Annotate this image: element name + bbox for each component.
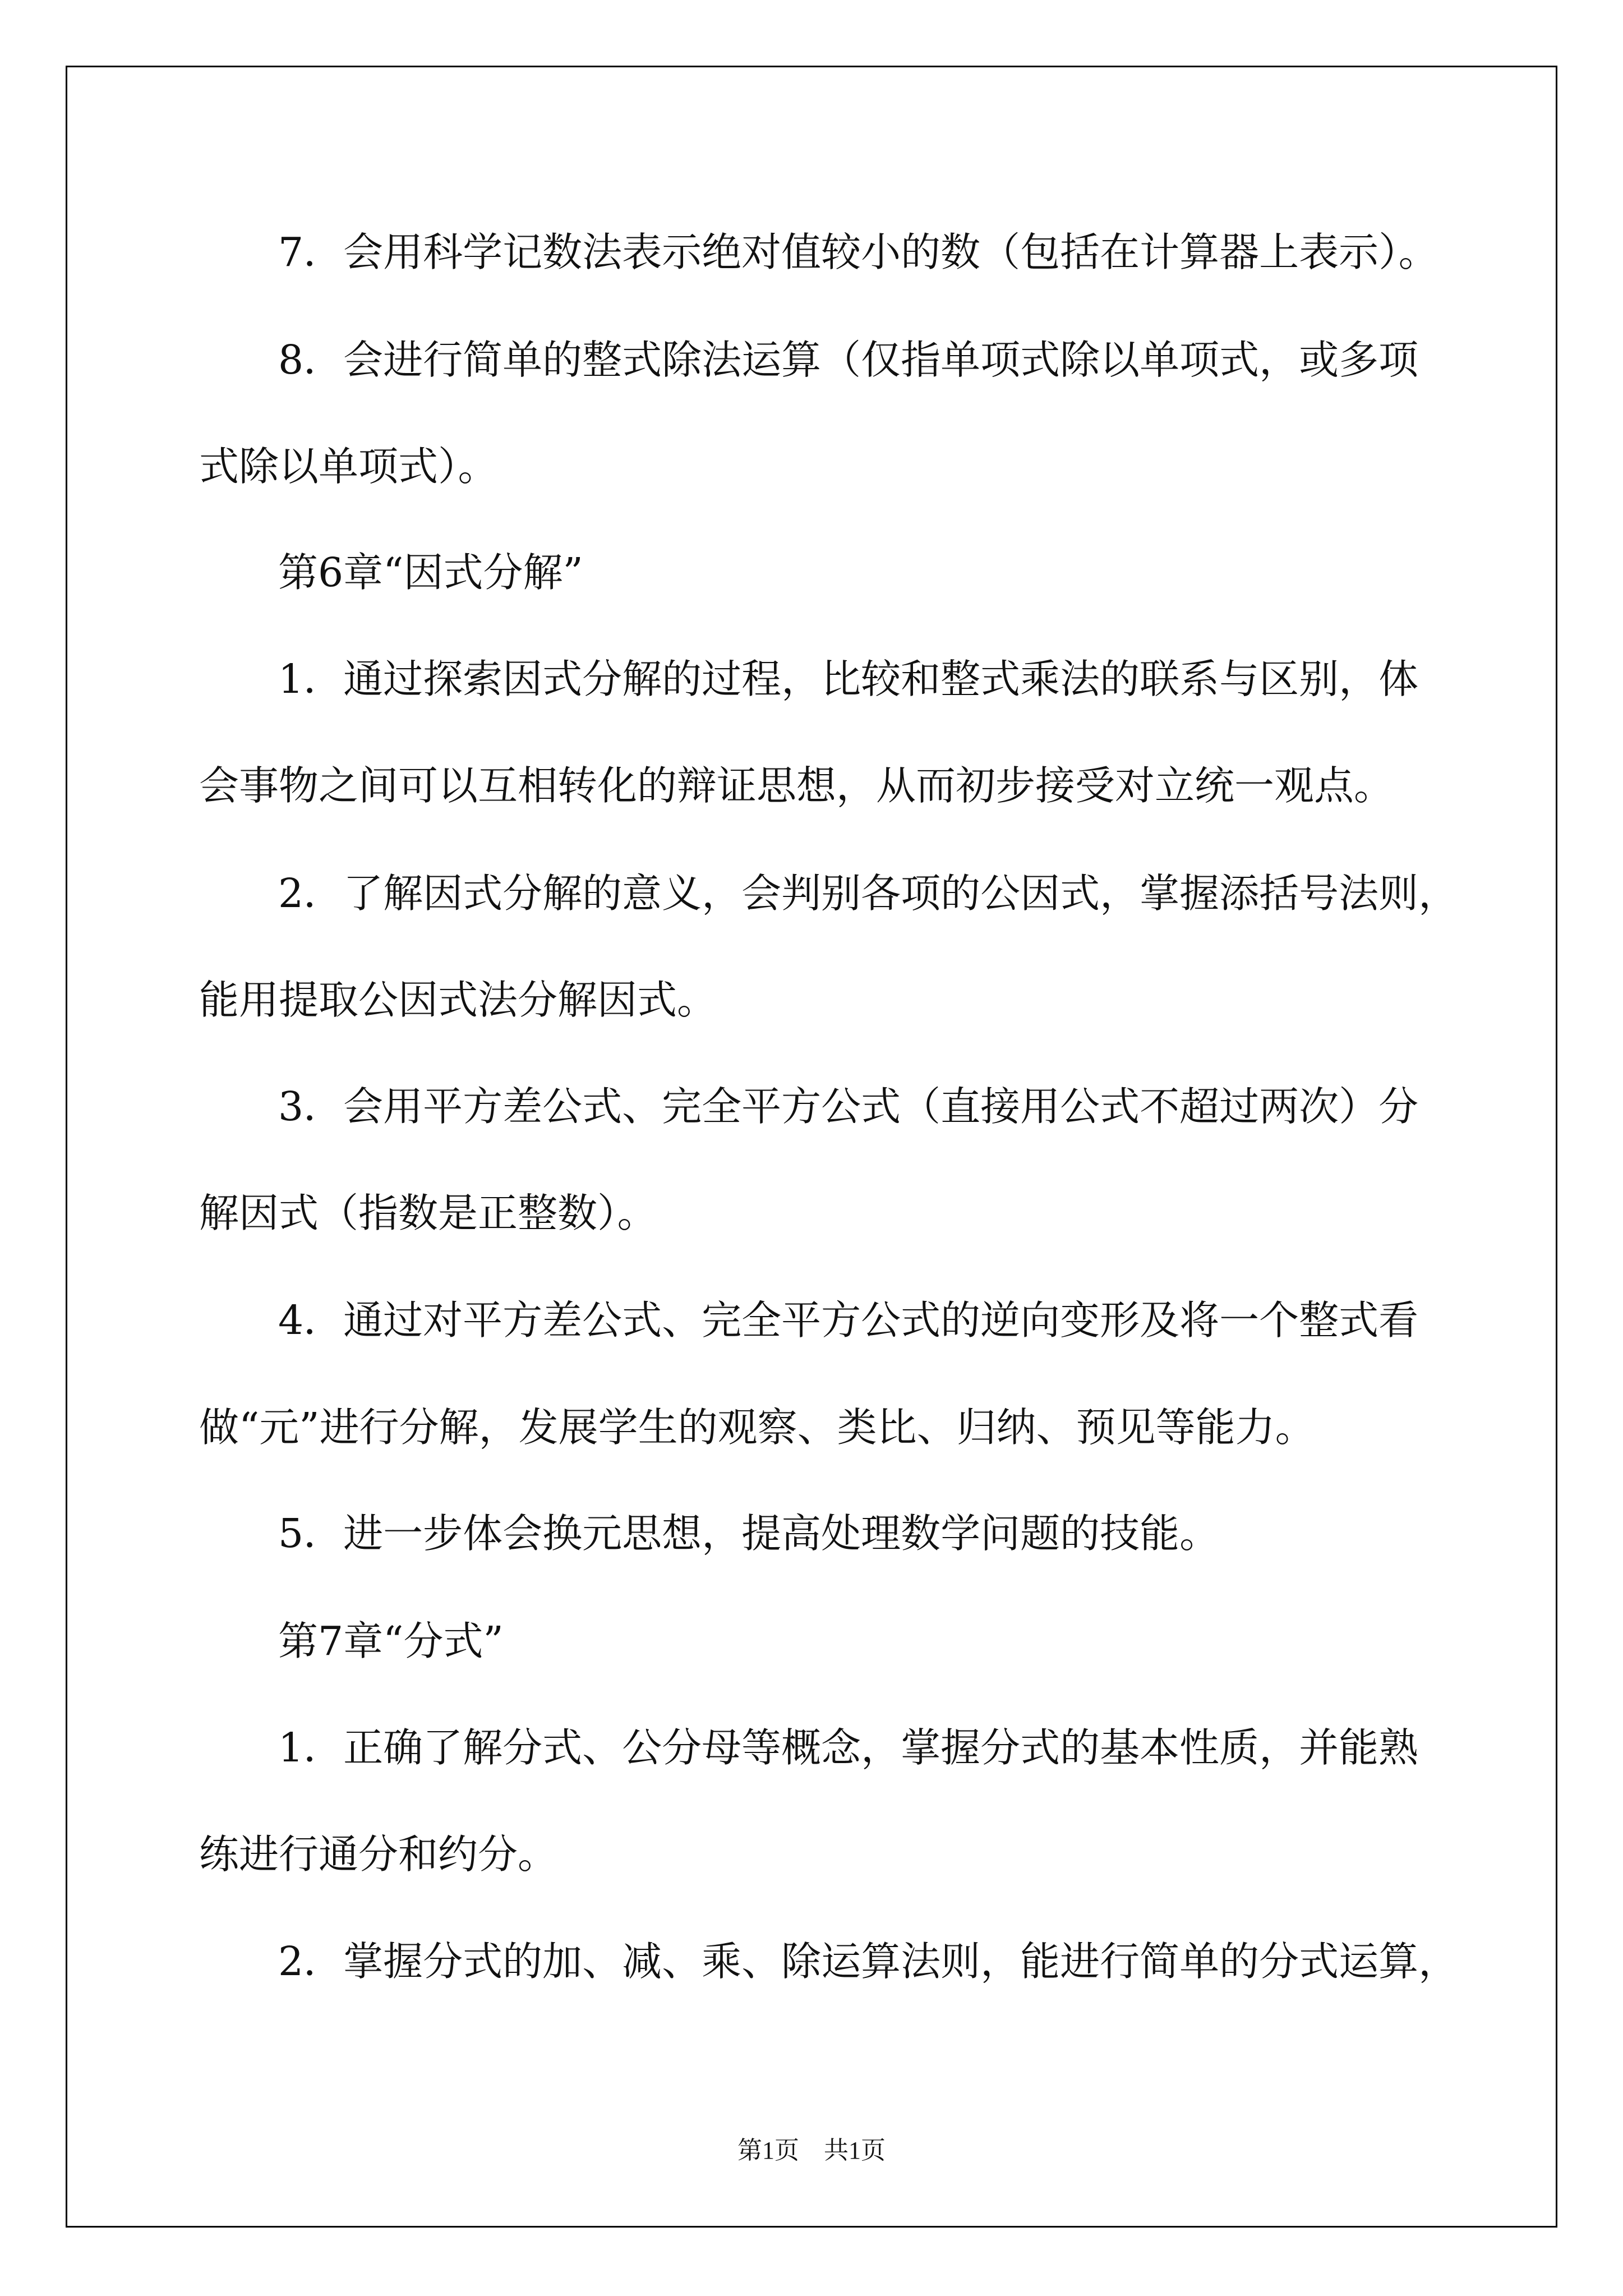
text-line: 1．通过探索因式分解的过程，比较和整式乘法的联系与区别，体 [278,656,1419,702]
text-line: 3．会用平方差公式、完全平方公式（直接用公式不超过两次）分 [278,1083,1419,1130]
text-line: 做“元”进行分解，发展学生的观察、类比、归纳、预见等能力。 [199,1404,1315,1451]
text-line: 7．会用科学记数法表示绝对值较小的数（包括在计算器上表示）。 [278,229,1438,275]
text-line: 8．会进行简单的整式除法运算（仅指单项式除以单项式，或多项 [278,337,1419,383]
text-line: 解因式（指数是正整数）。 [199,1190,657,1236]
text-line: 会事物之间可以互相转化的辩证思想，从而初步接受对立统一观点。 [199,762,1394,809]
text-line: 练进行通分和约分。 [199,1831,558,1878]
chapter-heading: 第7章“分式” [278,1618,504,1664]
text-line: 能用提取公因式法分解因式。 [199,977,717,1023]
text-line: 式除以单项式）。 [199,443,498,490]
text-line: 2．了解因式分解的意义，会判别各项的公因式，掌握添括号法则， [278,870,1459,917]
text-line: 4．通过对平方差公式、完全平方公式的逆向变形及将一个整式看 [278,1297,1419,1343]
text-line: 2．掌握分式的加、减、乘、除运算法则，能进行简单的分式运算， [278,1938,1459,1985]
page-number-footer: 第1页 共1页 [737,2137,886,2164]
text-line: 5．进一步体会换元思想，提高处理数学问题的技能。 [278,1510,1220,1557]
page-border [66,66,1557,2228]
chapter-heading: 第6章“因式分解” [278,549,583,596]
text-line: 1．正确了解分式、公分母等概念，掌握分式的基本性质，并能熟 [278,1724,1419,1771]
